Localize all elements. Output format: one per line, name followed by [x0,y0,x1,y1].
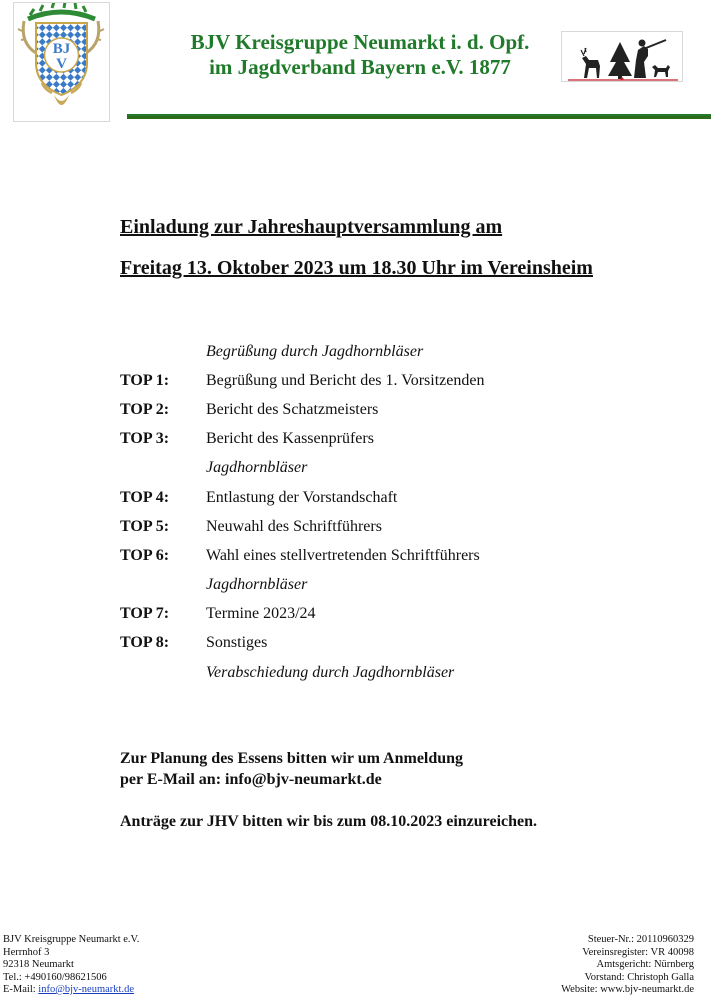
footer-phone: Tel.: +490160/98621506 [3,971,107,983]
notes-spacer [120,790,537,811]
agenda-item-label: TOP 8: [120,634,170,652]
agenda-item-label: TOP 1: [120,371,170,389]
notes-line-2: per E-Mail an: info@bjv-neumarkt.de [120,771,382,788]
agenda-item-text: Entlastung der Vorstandschaft [206,488,398,506]
footer-email-link[interactable]: info@bjv-neumarkt.de [38,984,134,995]
agenda-item [120,600,640,629]
footer-tax-number: Steuer-Nr.: 20110960329 [587,934,694,945]
organization-title [140,30,580,80]
agenda-item-text: Begrüßung durch Jagdhornbläser [206,342,424,360]
notes-line-1: Zur Planung des Essens bitten wir um Anmeldung [120,750,464,767]
title-line-1: BJV Kreisgruppe Neumarkt i. d. Opf. [190,30,530,54]
title-line-2: im Jagdverband Bayern e.V. 1877 [209,55,511,79]
bjv-crest-icon [14,3,109,121]
agenda-item-label: TOP 6: [120,546,170,564]
bjv-crest-logo [13,2,110,122]
footer-street: Herrnhof 3 [3,946,50,958]
hunter-deer-dog-icon [562,32,682,81]
header-divider-thick [127,116,711,119]
agenda-item-text: Sonstiges [206,634,268,652]
agenda-item [120,658,640,687]
agenda-item [120,337,640,366]
footer-court: Amtsgericht: Nürnberg [596,959,694,970]
agenda-item-text: Bericht des Kassenprüfers [206,430,374,448]
agenda-item-label: TOP 5: [120,517,170,535]
agenda-item [120,629,640,658]
agenda-item [120,571,640,600]
footer-address [3,934,139,997]
agenda-list [120,337,640,687]
agenda-item-text: Verabschiedung durch Jagdhornbläser [206,663,455,681]
agenda-item-label: TOP 4: [120,488,170,506]
invitation-line-1: Einladung zur Jahreshauptversammlung am [120,216,503,238]
footer-city: 92318 Neumarkt [3,959,74,970]
agenda-item [120,483,640,512]
footer-org: BJV Kreisgruppe Neumarkt e.V. [3,934,140,945]
agenda-item [120,512,640,541]
agenda-item-text: Neuwahl des Schriftführers [206,517,382,535]
hunter-logo [561,31,683,82]
agenda-item-label: TOP 7: [120,605,170,623]
agenda-item-text: Jagdhornbläser [206,576,308,594]
agenda-item-text: Bericht des Schatzmeisters [206,400,379,418]
agenda-item-label: TOP 3: [120,430,170,448]
agenda-item-text: Begrüßung und Bericht des 1. Vorsitzenden [206,371,485,389]
footer-board: Vorstand: Christoph Galla [584,971,694,983]
agenda-item [120,454,640,483]
footer-email-label: E-Mail: [3,984,39,995]
svg-text:V: V [56,56,67,72]
agenda-item [120,425,640,454]
agenda-item-text: Termine 2023/24 [206,605,316,623]
footer-email-row [3,984,139,997]
agenda-item [120,395,640,424]
footer-register: Vereinsregister: VR 40098 [582,946,694,958]
registration-notes [120,748,537,832]
footer-legal [561,934,694,997]
footer-website: Website: www.bjv-neumarkt.de [561,984,694,995]
invitation-line-2: Freitag 13. Oktober 2023 um 18.30 Uhr im Vereinsheim [120,257,593,279]
svg-text:BJ: BJ [52,41,71,57]
agenda-item [120,366,640,395]
agenda-item [120,541,640,570]
notes-line-3: Anträge zur JHV bitten wir bis zum 08.10.2023 einzureichen. [120,813,538,830]
agenda-item-text: Wahl eines stellvertretenden Schriftführers [206,546,480,564]
agenda-item-text: Jagdhornbläser [206,459,308,477]
invitation-heading [120,213,593,295]
agenda-item-label: TOP 2: [120,400,170,418]
